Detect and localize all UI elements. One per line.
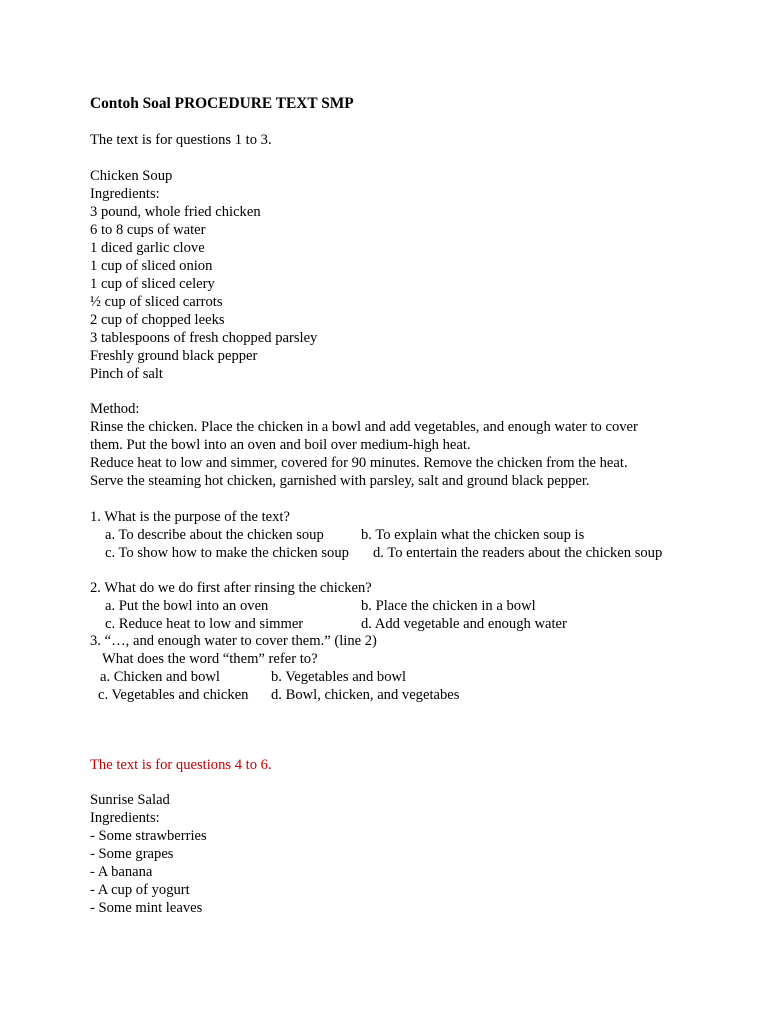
ingredient-item: - Some mint leaves (90, 900, 203, 916)
ingredient-item: - A cup of yogurt (90, 882, 190, 898)
recipe-title: Chicken Soup (90, 168, 173, 184)
ingredient-item: Freshly ground black pepper (90, 348, 258, 364)
question-1-option-b: b. To explain what the chicken soup is (361, 527, 585, 543)
method-line: Reduce heat to low and simmer, covered for 90 minutes. Remove the chicken from the heat. (90, 455, 628, 471)
question-3: 3. “…, and enough water to cover them.” (line 2) (90, 633, 377, 649)
ingredient-item: 1 cup of sliced onion (90, 258, 213, 274)
section1-intro: The text is for questions 1 to 3. (90, 132, 272, 148)
ingredient-item: ½ cup of sliced carrots (90, 294, 223, 310)
ingredient-item: - Some strawberries (90, 828, 207, 844)
ingredient-item: 1 cup of sliced celery (90, 276, 215, 292)
ingredients-label-2: Ingredients: (90, 810, 160, 826)
question-3-option-d: d. Bowl, chicken, and vegetabes (271, 687, 460, 703)
question-1-option-a: a. To describe about the chicken soup (105, 527, 324, 543)
question-3-option-b: b. Vegetables and bowl (271, 669, 407, 685)
question-1-option-d: d. To entertain the readers about the chicken soup (373, 545, 663, 561)
section2-intro: The text is for questions 4 to 6. (90, 757, 272, 773)
ingredient-item: 6 to 8 cups of water (90, 222, 206, 238)
question-2-option-d: d. Add vegetable and enough water (361, 616, 567, 632)
question-2-option-c: c. Reduce heat to low and simmer (105, 616, 304, 632)
question-1: 1. What is the purpose of the text? (90, 509, 290, 525)
ingredient-item: Pinch of salt (90, 366, 163, 382)
question-2-option-a: a. Put the bowl into an oven (105, 598, 269, 614)
ingredient-item: - Some grapes (90, 846, 174, 862)
question-3-option-c: c. Vegetables and chicken (98, 687, 249, 703)
ingredient-item: - A banana (90, 864, 153, 880)
question-2: 2. What do we do first after rinsing the chicken? (90, 580, 372, 596)
ingredient-item: 3 pound, whole fried chicken (90, 204, 261, 220)
question-1-option-c: c. To show how to make the chicken soup (105, 545, 349, 561)
method-line: Serve the steaming hot chicken, garnished with parsley, salt and ground black pepper. (90, 473, 590, 489)
ingredient-item: 1 diced garlic clove (90, 240, 205, 256)
ingredients-label: Ingredients: (90, 186, 160, 202)
ingredient-item: 3 tablespoons of fresh chopped parsley (90, 330, 318, 346)
method-line: them. Put the bowl into an oven and boil over medium-high heat. (90, 437, 471, 453)
ingredient-item: 2 cup of chopped leeks (90, 312, 225, 328)
document-title: Contoh Soal PROCEDURE TEXT SMP (90, 95, 354, 112)
method-line: Rinse the chicken. Place the chicken in a bowl and add vegetables, and enough water to cover (90, 419, 638, 435)
question-3-prompt: What does the word “them” refer to? (102, 651, 318, 667)
method-label: Method: (90, 401, 140, 417)
question-2-option-b: b. Place the chicken in a bowl (361, 598, 536, 614)
recipe-title-2: Sunrise Salad (90, 792, 170, 808)
question-3-option-a: a. Chicken and bowl (100, 669, 220, 685)
